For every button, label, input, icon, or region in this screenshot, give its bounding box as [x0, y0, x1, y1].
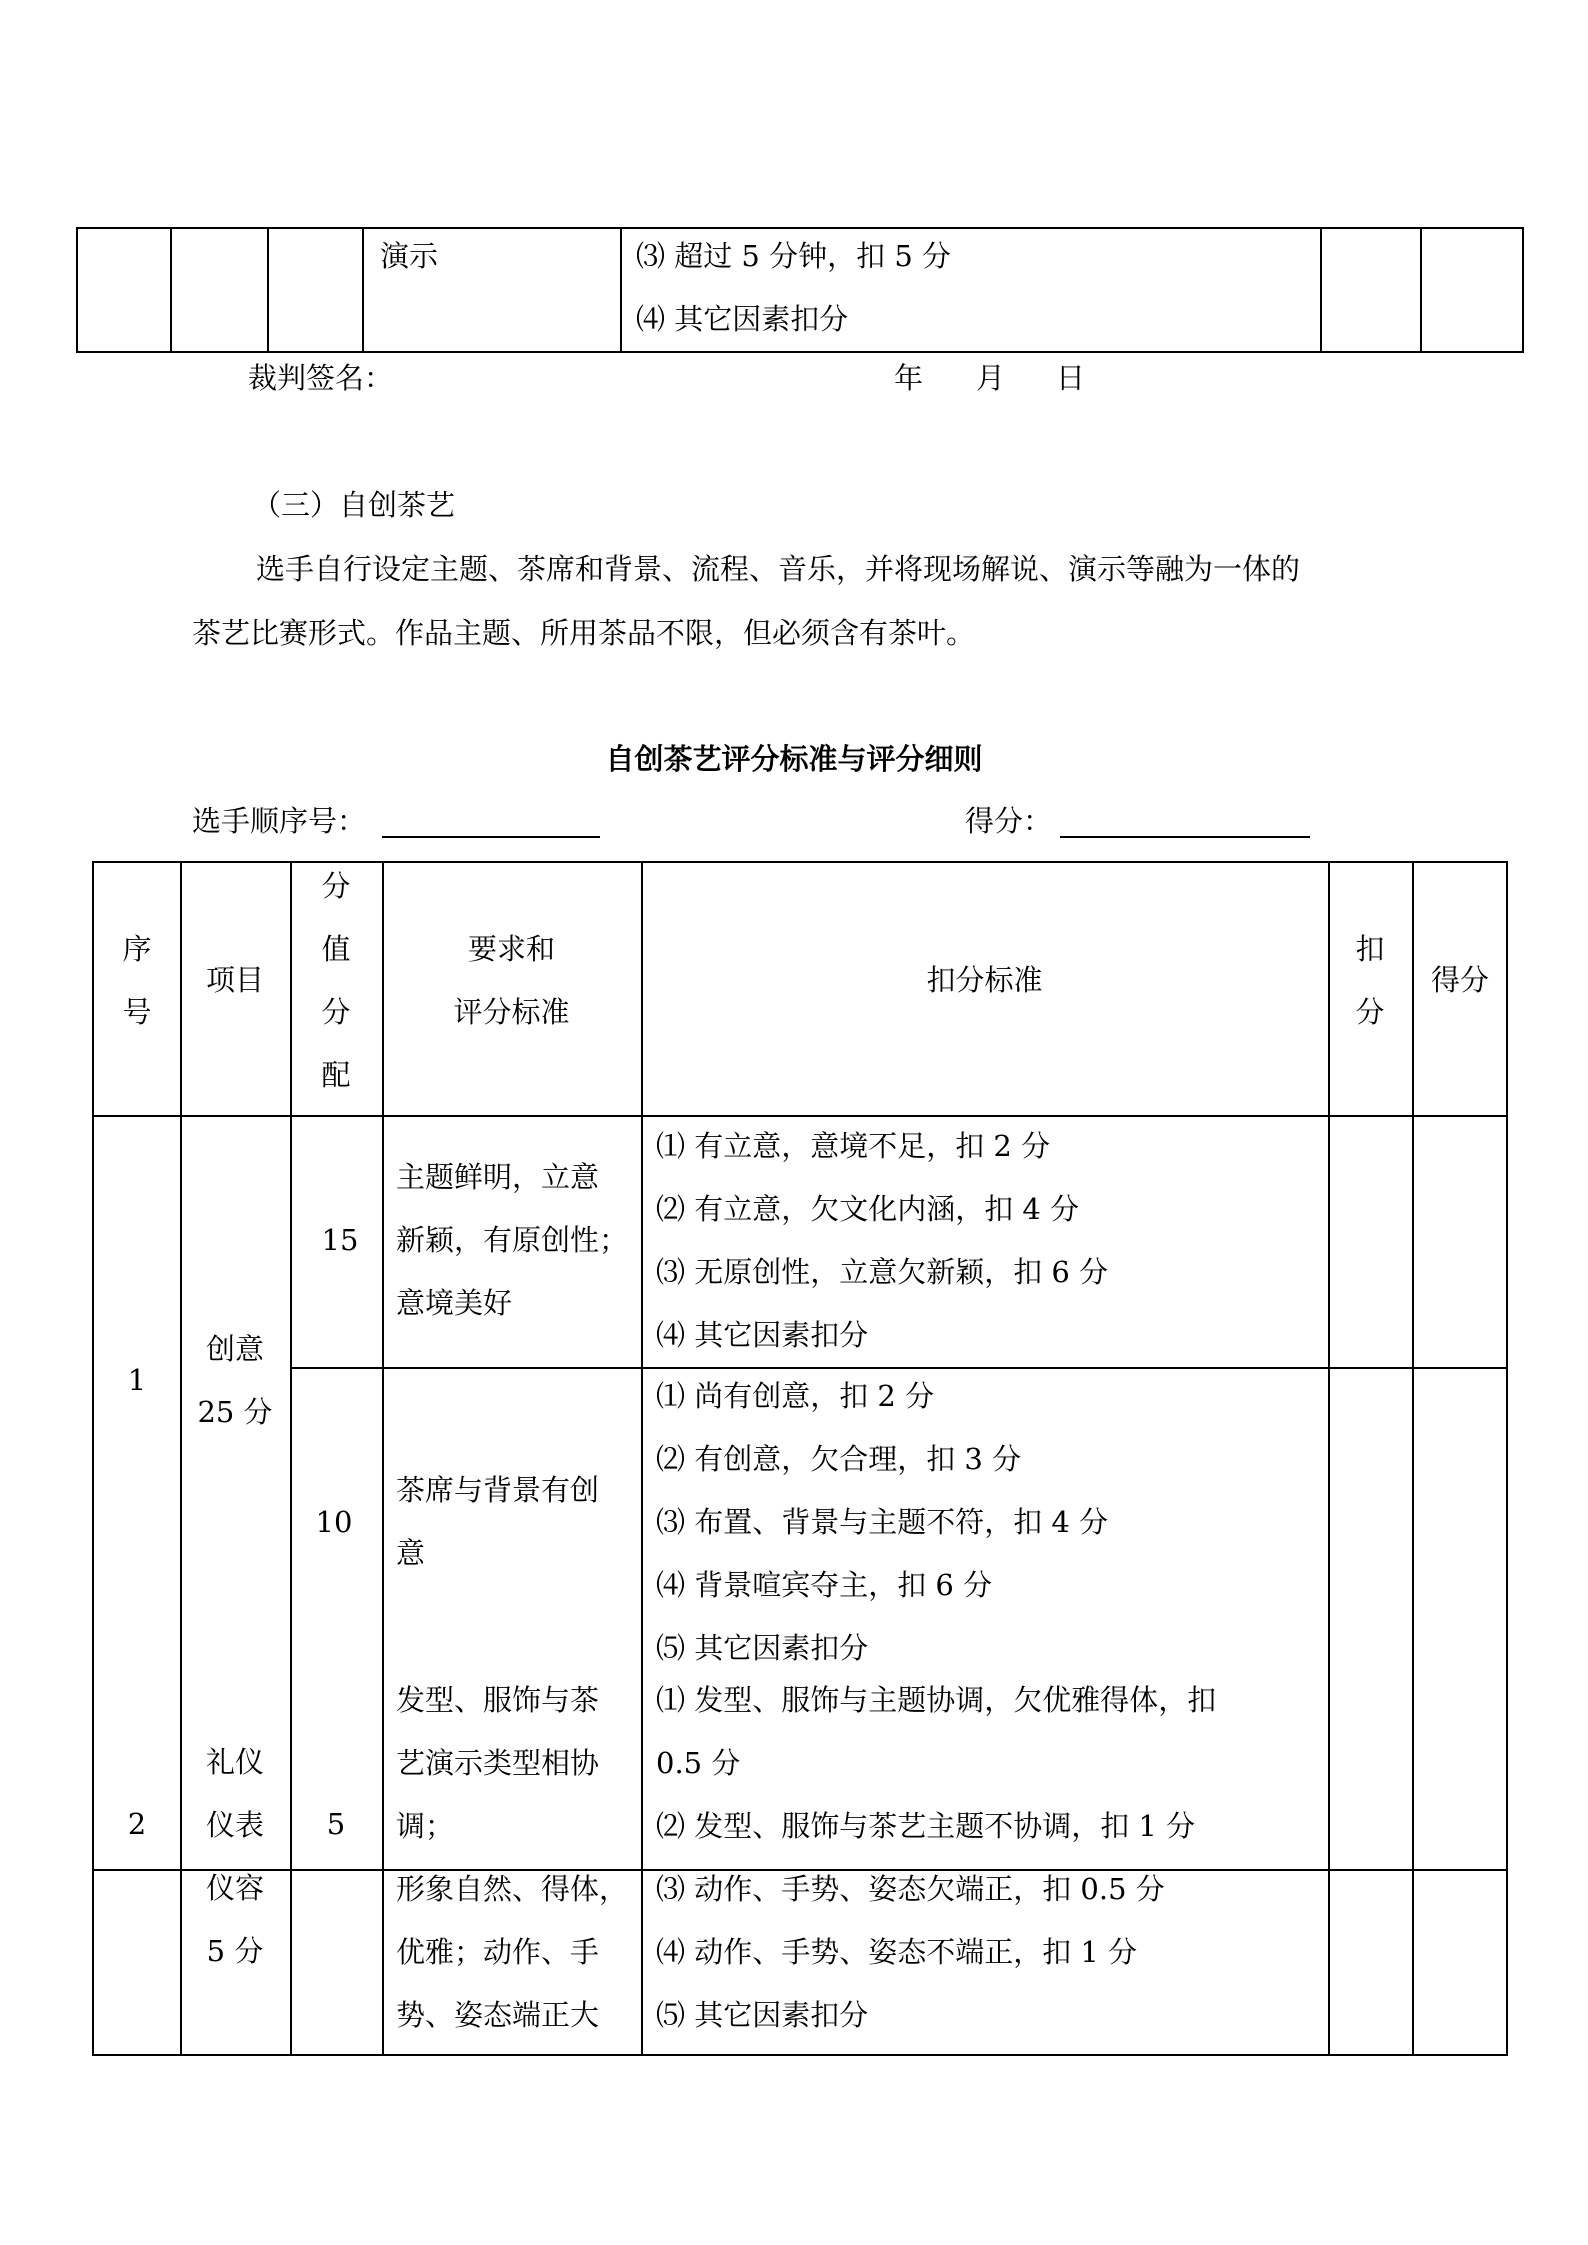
contestant-number-field[interactable] [382, 836, 600, 838]
date-year: 年 [894, 361, 924, 395]
header-deduction-standard: 扣分标准 [926, 963, 1043, 997]
table-title: 自创茶艺评分标准与评分细则 [605, 742, 983, 776]
criteria-list: ⑶ 超过 5 分钟，扣 5 分 ⑷ 其它因素扣分 [636, 239, 951, 336]
row-1b-points: 10 [315, 1505, 353, 1539]
paragraph-line-2: 茶艺比赛形式。作品主题、所用茶品不限，但必须含有茶叶。 [192, 616, 976, 650]
judge-signature-label: 裁判签名： [248, 361, 394, 395]
row-1-seq: 1 [127, 1363, 147, 1397]
row-1b-requirement: 茶席与背景有创 意 [396, 1473, 600, 1570]
header-requirements: 要求和 评分标准 [453, 932, 570, 1029]
row-1b-criteria: ⑴ 尚有创意，扣 2 分 ⑵ 有创意，欠合理，扣 3 分 ⑶ 布置、背景与主题不符，扣 4 分 ⑷ 背景喧宾夺主，扣 6 分 ⑸ 其它因素扣分 [656, 1379, 1109, 1665]
header-item: 项目 [205, 963, 264, 997]
row-2-seq-cell [94, 1887, 180, 1950]
row-1a-points: 15 [321, 1223, 359, 1257]
header-deduct: 扣 分 [1355, 932, 1385, 1029]
paragraph-line-1: 选手自行设定主题、茶席和背景、流程、音乐，并将现场解说、演示等融为一体的 [256, 552, 1301, 586]
row-2-seq-text: 2 [127, 1807, 147, 1841]
row-2-criteria: ⑴ 发型、服饰与主题协调，欠优雅得体，扣 0.5 分 ⑵ 发型、服饰与茶艺主题不协调，扣 1 分 ⑶ 动作、手势、姿态欠端正，扣 0.5 分 ⑷ 动作、手势、姿态不端正，扣 1 分 ⑸ 其它因素扣分 [656, 1683, 1217, 2032]
item-label: 演示 [380, 239, 439, 273]
score-label: 得分： [965, 804, 1053, 838]
header-seq: 序 号 [122, 932, 152, 1029]
score-field[interactable] [1060, 836, 1310, 838]
date-month: 月 [976, 361, 1006, 395]
row-1a-requirement: 主题鲜明，立意 新颖，有原创性； 意境美好 [396, 1160, 629, 1320]
contestant-number-label: 选手顺序号： [192, 804, 367, 838]
header-score: 得分 [1430, 963, 1489, 997]
header-points: 分 值 分 配 [321, 869, 351, 1092]
row-2-points: 5 [326, 1807, 346, 1841]
row-1-item: 创意 25 分 [197, 1332, 273, 1429]
row-1a-criteria: ⑴ 有立意，意境不足，扣 2 分 ⑵ 有立意，欠文化内涵，扣 4 分 ⑶ 无原创性，立意欠新颖，扣 6 分 ⑷ 其它因素扣分 [656, 1129, 1109, 1352]
date-day: 日 [1056, 361, 1086, 395]
section-heading: （三）自创茶艺 [252, 488, 456, 522]
row-2-requirement: 发型、服饰与茶 艺演示类型相协 调； 形象自然、得体， 优雅；动作、手 势、姿态端正大 [396, 1683, 629, 2032]
row-2-item: 礼仪 仪表 仪容 5 分 [205, 1745, 264, 1968]
scoring-table [92, 861, 1508, 2056]
continued-score-table [76, 227, 1524, 353]
